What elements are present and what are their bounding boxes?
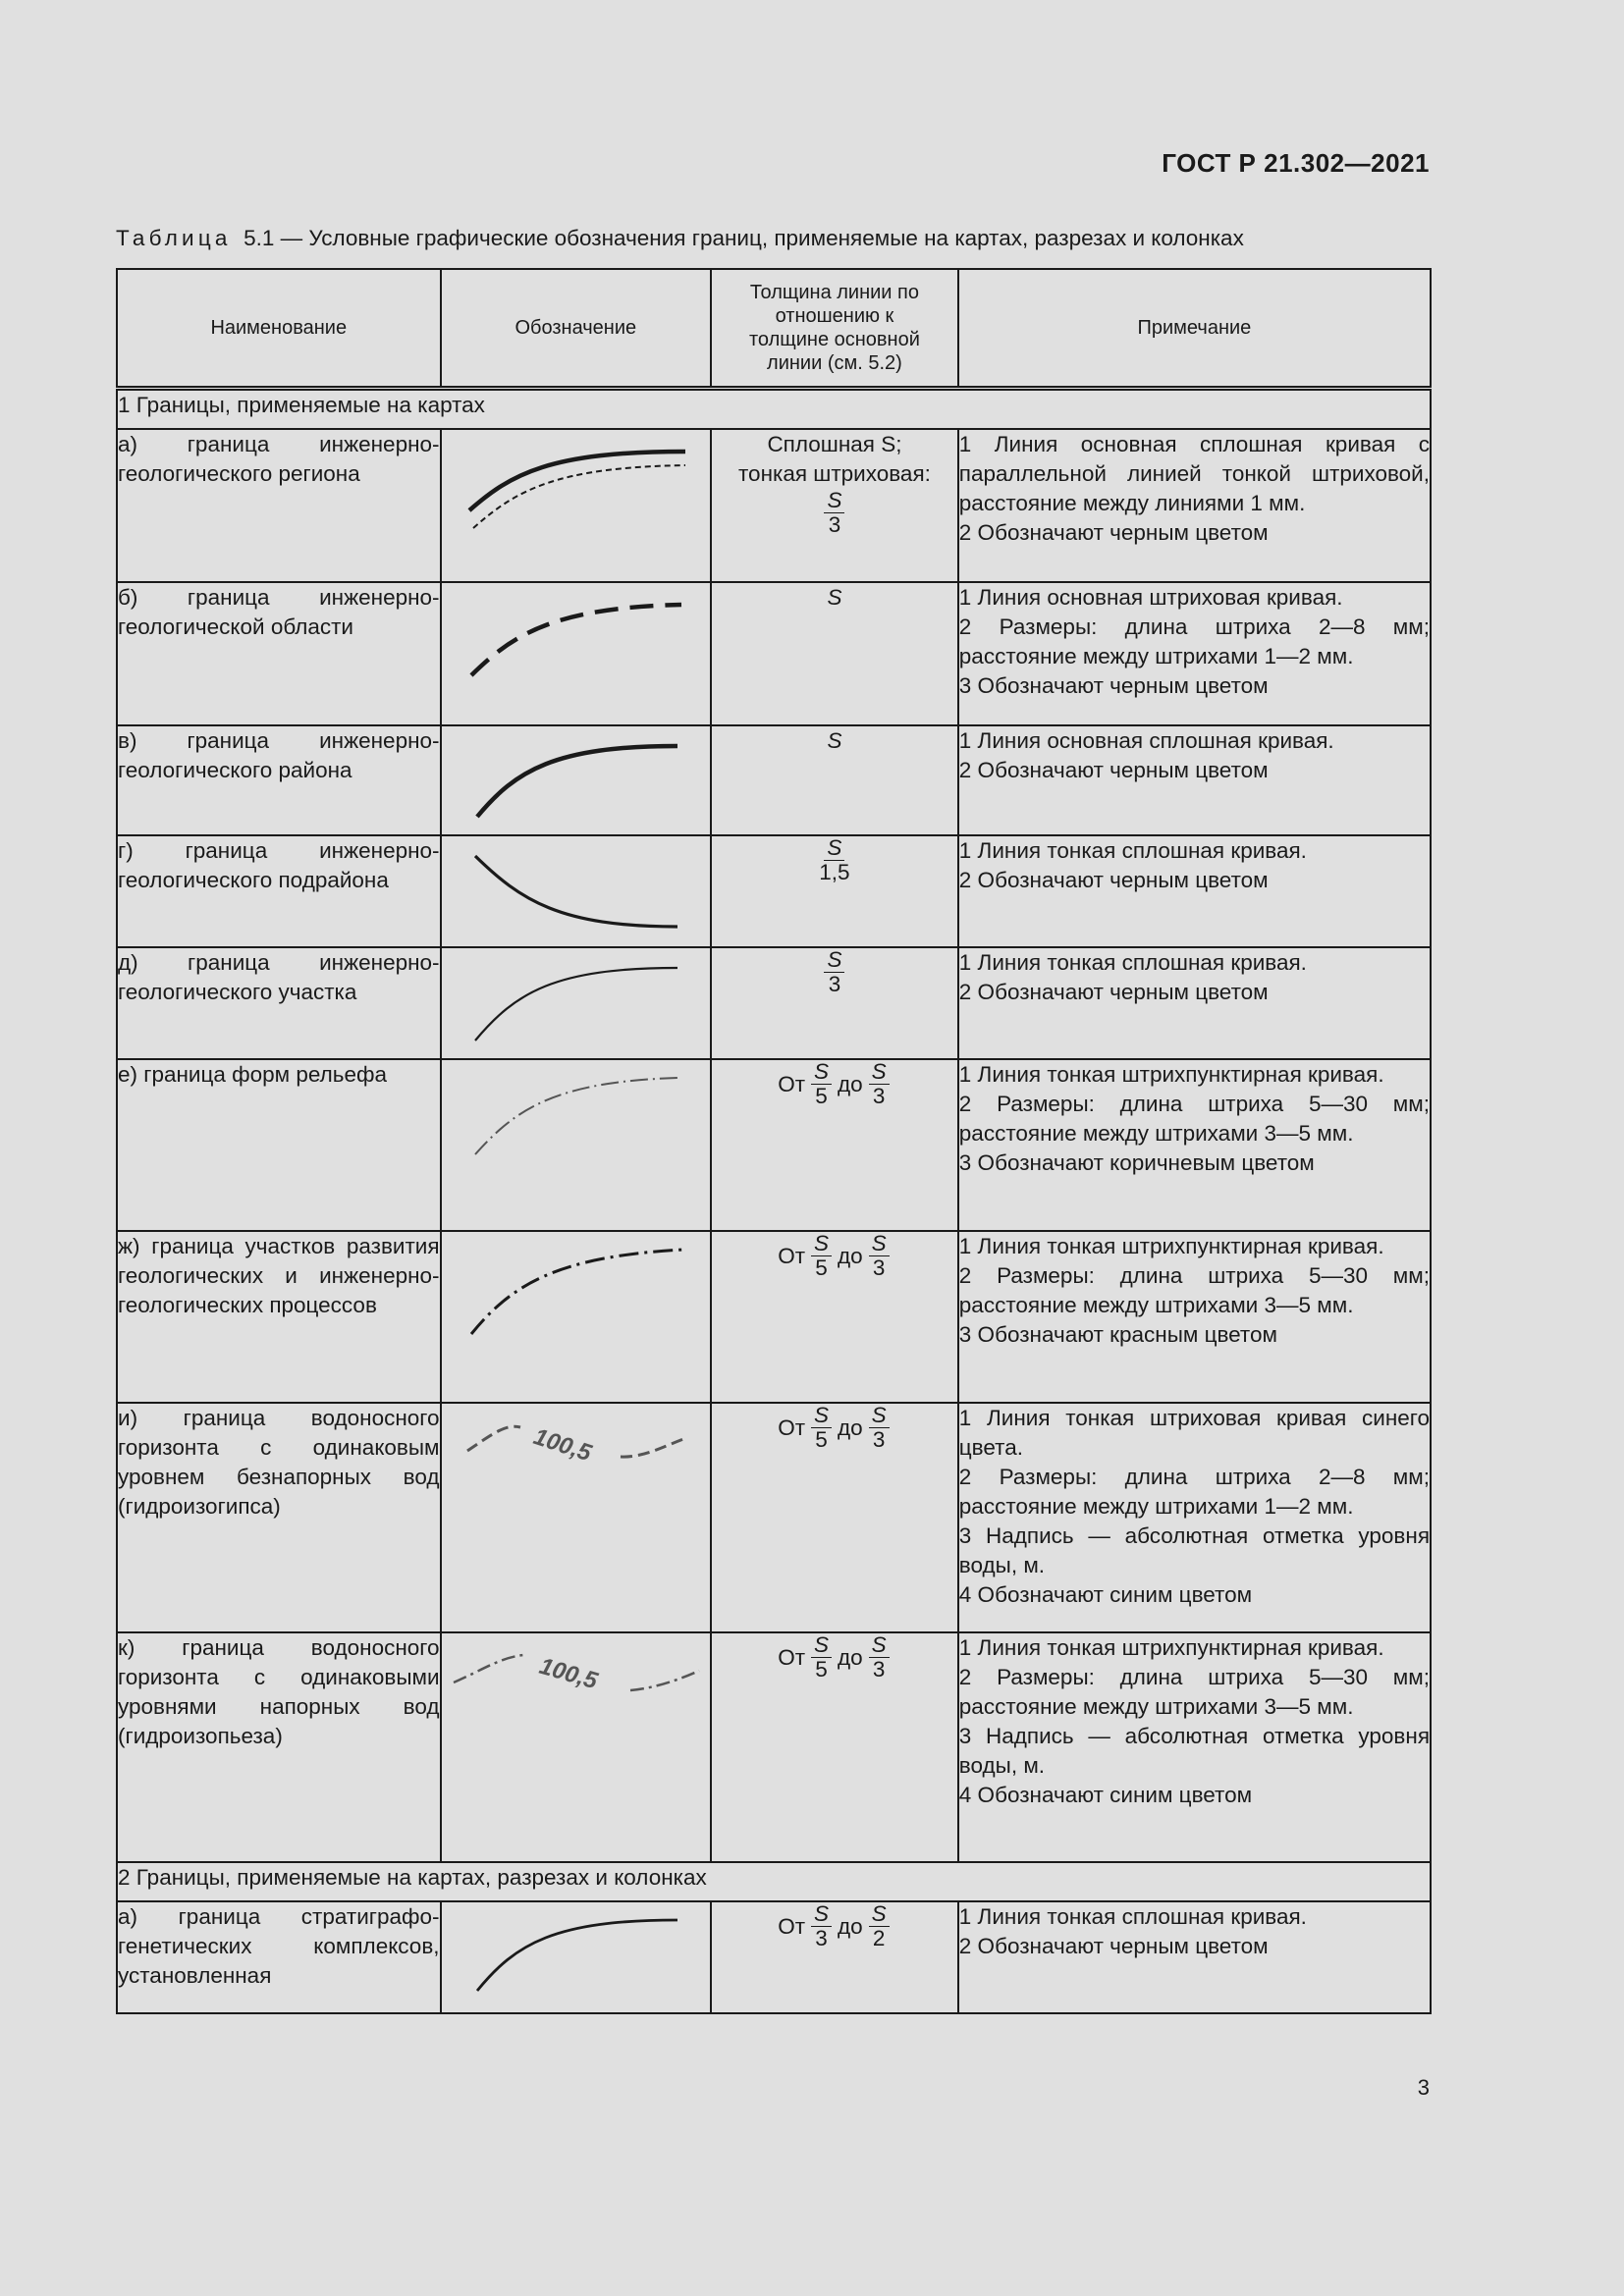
symbol-cell (441, 1901, 712, 2013)
note-line: 3 Надпись — абсолютная отметка уровня воды, м. (958, 1523, 1430, 1577)
thickness-line-2: тонкая штриховая: (738, 461, 931, 486)
frac-num: S (811, 1060, 832, 1085)
note-line: 2 Обозначают черным цветом (958, 868, 1269, 892)
table-row (117, 1632, 1431, 1862)
note-line: 3 Обозначают коричневым цветом (958, 1150, 1315, 1175)
range-frac-b (869, 1633, 890, 1682)
symbol-label: 100,5 (535, 1652, 601, 1695)
dashed-wave-with-label-icon (442, 1404, 713, 1633)
note-cell (958, 429, 1431, 582)
row-name: в) граница инженерно-геологического района (117, 725, 441, 835)
note-cell (958, 582, 1431, 725)
note-line: 2 Размеры: длина штриха 5—30 мм; расстояние между штрихами 3—5 мм. (958, 1092, 1430, 1146)
note-line: 2 Размеры: длина штриха 5—30 мм; расстояние между штрихами 3—5 мм. (958, 1263, 1430, 1317)
thickness-cell: S (711, 725, 958, 835)
thickness-range (778, 1633, 892, 1682)
thickness-cell (711, 429, 958, 582)
frac-den: 3 (828, 972, 841, 996)
header-name: Наименование (117, 269, 441, 389)
thickness-fraction (824, 948, 844, 996)
solid-curve-icon (442, 1902, 713, 2014)
frac-den: 3 (815, 1926, 828, 1950)
frac-num: S (869, 1404, 890, 1428)
double-line-solid-dashed-icon (442, 430, 713, 583)
row-name: ж) граница участков развития геологических и инженерно-геологических процессов (117, 1231, 441, 1403)
note-line: 4 Обозначают синим цветом (958, 1582, 1253, 1607)
range-frac-b (869, 1404, 890, 1452)
range-frac-b (869, 1060, 890, 1108)
range-to: до (838, 1071, 863, 1096)
note-cell (958, 1901, 1431, 2013)
note-line: 3 Обозначают красным цветом (958, 1322, 1277, 1347)
frac-num: S (869, 1902, 890, 1927)
standard-designation: ГОСТ Р 21.302—2021 (1162, 148, 1430, 178)
table-row (117, 1059, 1431, 1231)
note-cell (958, 1231, 1431, 1403)
range-from: От (778, 1913, 805, 1939)
frac-num: S (811, 1902, 832, 1927)
frac-num: S (824, 836, 844, 861)
table-row (117, 725, 1431, 835)
row-name: б) граница инженерно-геологической области (117, 582, 441, 725)
range-frac-b (869, 1232, 890, 1280)
note-line: 1 Линия тонкая штрихпунктирная кривая. (958, 1062, 1384, 1087)
thin-dash-dot-curve-icon (442, 1060, 713, 1232)
thickness-range (778, 1232, 892, 1280)
dash-dot-curve-icon (442, 1232, 713, 1404)
section-row (117, 1862, 1431, 1901)
symbol-cell (441, 947, 712, 1059)
table-row (117, 582, 1431, 725)
thickness-cell (711, 1632, 958, 1862)
thickness-cell (711, 1403, 958, 1632)
frac-den: 5 (815, 1657, 828, 1682)
page-number: 3 (1417, 2075, 1430, 2100)
frac-den: 3 (872, 1255, 886, 1280)
note-line: 1 Линия тонкая сплошная кривая. (958, 950, 1307, 975)
note-line: 1 Линия основная штриховая кривая. (958, 585, 1343, 610)
frac-num: S (869, 1232, 890, 1256)
frac-num: S (824, 948, 844, 973)
frac-den: 5 (815, 1255, 828, 1280)
note-line: 1 Линия тонкая штрихпунктирная кривая. (958, 1635, 1384, 1660)
thickness-range (778, 1902, 892, 1950)
frac-num: S (811, 1404, 832, 1428)
note-line: 1 Линия тонкая штриховая кривая синего цвета. (958, 1406, 1430, 1460)
section-title: 1 Границы, применяемые на картах (117, 389, 1431, 430)
caption-prefix: Таблица (116, 226, 232, 250)
range-frac-b (869, 1902, 890, 1950)
table-row (117, 1901, 1431, 2013)
row-name: к) граница водоносного горизонта с одинаковыми уровнями напорных вод (гидроизопьеза) (117, 1632, 441, 1862)
frac-num: S (869, 1633, 890, 1658)
thickness-fraction (816, 836, 852, 884)
table-caption (116, 226, 1244, 251)
note-line: 2 Обозначают черным цветом (958, 520, 1269, 545)
note-line: 3 Обозначают черным цветом (958, 673, 1269, 698)
thickness-fraction (824, 489, 844, 537)
row-name: а) граница стратиграфо-генетических комплексов, установленная (117, 1901, 441, 2013)
frac-den: 1,5 (819, 860, 850, 884)
header-symbol: Обозначение (441, 269, 712, 389)
range-from: От (778, 1644, 805, 1670)
note-line: 2 Обозначают черным цветом (958, 1934, 1269, 1958)
symbol-cell (441, 1231, 712, 1403)
note-line: 1 Линия тонкая сплошная кривая. (958, 1904, 1307, 1929)
symbol-cell (441, 582, 712, 725)
table-row (117, 1403, 1431, 1632)
frac-num: S (869, 1060, 890, 1085)
range-frac-a (811, 1404, 832, 1452)
frac-num: S (824, 489, 844, 513)
row-name: и) граница водоносного горизонта с одинаковым уровнем безнапорных вод (гидроизогипса) (117, 1403, 441, 1632)
frac-den: 2 (872, 1926, 886, 1950)
thickness-range (778, 1404, 892, 1452)
symbol-cell (441, 1059, 712, 1231)
thickness-range (778, 1060, 892, 1108)
frac-den: 3 (872, 1427, 886, 1452)
thickness-cell (711, 1059, 958, 1231)
note-line: 2 Обозначают черным цветом (958, 980, 1269, 1004)
range-from: От (778, 1071, 805, 1096)
thickness-cell (711, 1901, 958, 2013)
range-to: до (838, 1913, 863, 1939)
note-cell (958, 1403, 1431, 1632)
note-cell (958, 1059, 1431, 1231)
boundaries-table (116, 268, 1432, 2014)
symbol-cell (441, 1632, 712, 1862)
thickness-cell (711, 835, 958, 947)
thickness-cell: S (711, 582, 958, 725)
note-line: 1 Линия тонкая штрихпунктирная кривая. (958, 1234, 1384, 1258)
note-cell (958, 835, 1431, 947)
range-from: От (778, 1243, 805, 1268)
note-cell (958, 947, 1431, 1059)
thin-solid-curve-icon (442, 948, 713, 1060)
note-line: 2 Обозначают черным цветом (958, 758, 1269, 782)
thickness-cell (711, 1231, 958, 1403)
thickness-line-1: Сплошная S; (767, 432, 902, 456)
note-cell (958, 725, 1431, 835)
range-to: до (838, 1243, 863, 1268)
note-line: 1 Линия тонкая сплошная кривая. (958, 838, 1307, 863)
thick-dashed-curve-icon (442, 583, 713, 726)
range-to: до (838, 1644, 863, 1670)
frac-den: 3 (828, 512, 841, 537)
note-line: 2 Размеры: длина штриха 5—30 мм; расстояние между штрихами 3—5 мм. (958, 1665, 1430, 1719)
table-row (117, 835, 1431, 947)
range-from: От (778, 1415, 805, 1440)
table-row (117, 1231, 1431, 1403)
row-name: г) граница инженерно-геологического подрайона (117, 835, 441, 947)
frac-num: S (811, 1232, 832, 1256)
row-name: а) граница инженерно-геологического региона (117, 429, 441, 582)
range-frac-a (811, 1633, 832, 1682)
frac-num: S (811, 1633, 832, 1658)
thick-solid-curve-icon (442, 726, 713, 836)
frac-den: 5 (815, 1427, 828, 1452)
header-thickness: Толщина линии по отношению к толщине основной линии (см. 5.2) (711, 269, 958, 389)
note-line: 2 Размеры: длина штриха 2—8 мм; расстояние между штрихами 1—2 мм. (958, 614, 1430, 668)
section-title: 2 Границы, применяемые на картах, разрезах и колонках (117, 1862, 1431, 1901)
frac-den: 3 (872, 1657, 886, 1682)
symbol-cell (441, 1403, 712, 1632)
note-line: 3 Надпись — абсолютная отметка уровня воды, м. (958, 1724, 1430, 1778)
table-row (117, 947, 1431, 1059)
header-note: Примечание (958, 269, 1431, 389)
symbol-label: 100,5 (529, 1423, 595, 1468)
range-frac-a (811, 1902, 832, 1950)
range-frac-a (811, 1232, 832, 1280)
note-cell (958, 1632, 1431, 1862)
symbol-cell (441, 835, 712, 947)
symbol-cell (441, 429, 712, 582)
table-row (117, 429, 1431, 582)
symbol-cell (441, 725, 712, 835)
caption-text: 5.1 — Условные графические обозначения границ, применяемые на картах, разрезах и колонках (244, 226, 1244, 250)
section-row (117, 389, 1431, 430)
range-to: до (838, 1415, 863, 1440)
table-header-row (117, 269, 1431, 389)
frac-den: 3 (872, 1084, 886, 1108)
note-line: 4 Обозначают синим цветом (958, 1783, 1253, 1807)
row-name: е) граница форм рельефа (117, 1059, 441, 1231)
dash-dot-wave-with-label-icon (442, 1633, 713, 1863)
row-name: д) граница инженерно-геологического участка (117, 947, 441, 1059)
frac-den: 5 (815, 1084, 828, 1108)
note-line: 1 Линия основная сплошная кривая. (958, 728, 1334, 753)
medium-solid-curve-down-icon (442, 836, 713, 948)
thickness-cell (711, 947, 958, 1059)
note-line: 2 Размеры: длина штриха 2—8 мм; расстояние между штрихами 1—2 мм. (958, 1465, 1430, 1519)
range-frac-a (811, 1060, 832, 1108)
note-line: 1 Линия основная сплошная кривая с параллельной линией тонкой штриховой, расстояние между линиями 1 мм. (958, 432, 1430, 515)
